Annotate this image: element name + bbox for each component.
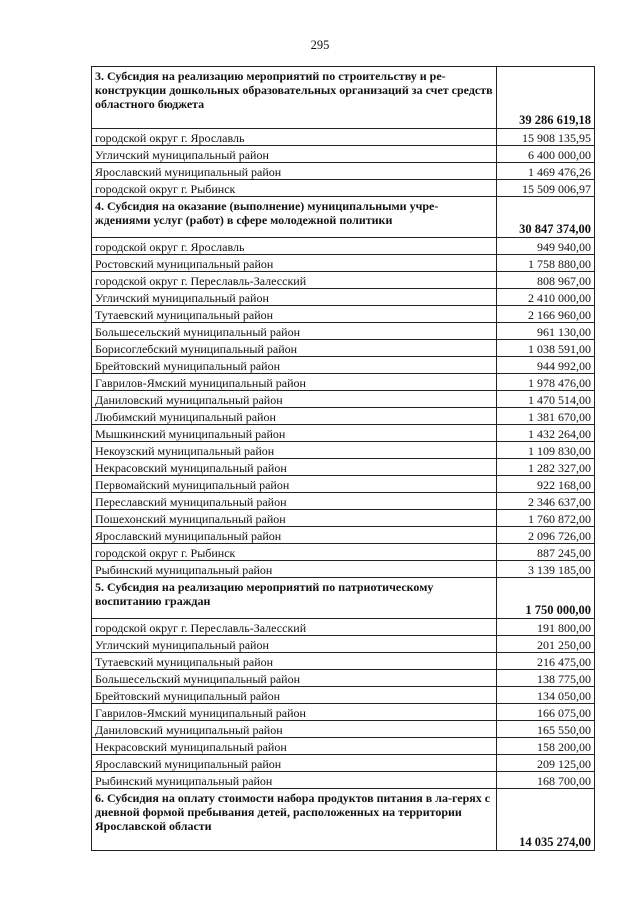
recipient-name: Ярославский муниципальный район: [92, 755, 497, 772]
recipient-name: городской округ г. Переславль-Залесский: [92, 272, 497, 289]
subsidy-amount: 15 908 135,95: [497, 129, 595, 146]
section-total: 30 847 374,00: [497, 197, 595, 238]
table-row: [92, 146, 595, 163]
subsidy-amount: 15 509 006,97: [497, 180, 595, 197]
recipient-name: городской округ г. Рыбинск: [92, 544, 497, 561]
recipient-name: Большесельский муниципальный район: [92, 323, 497, 340]
recipient-name: Рыбинский муниципальный район: [92, 772, 497, 789]
section-header: [92, 789, 595, 851]
table-row: [92, 544, 595, 561]
subsidy-amount: 165 550,00: [497, 721, 595, 738]
table-row: [92, 374, 595, 391]
recipient-name: Переславский муниципальный район: [92, 493, 497, 510]
recipient-name: Некрасовский муниципальный район: [92, 738, 497, 755]
table-row: [92, 619, 595, 636]
table-row: [92, 357, 595, 374]
subsidy-amount: 1 432 264,00: [497, 425, 595, 442]
recipient-name: Борисоглебский муниципальный район: [92, 340, 497, 357]
subsidy-amount: 2 166 960,00: [497, 306, 595, 323]
table-row: [92, 738, 595, 755]
table-row: [92, 721, 595, 738]
table-row: [92, 306, 595, 323]
table-row: [92, 704, 595, 721]
subsidy-amount: 1 109 830,00: [497, 442, 595, 459]
recipient-name: Гаврилов-Ямский муниципальный район: [92, 704, 497, 721]
recipient-name: Ростовский муниципальный район: [92, 255, 497, 272]
section-header: [92, 67, 595, 129]
subsidy-amount: 1 038 591,00: [497, 340, 595, 357]
subsidy-amount: 1 758 880,00: [497, 255, 595, 272]
table-row: [92, 527, 595, 544]
table-row: [92, 163, 595, 180]
recipient-name: Угличский муниципальный район: [92, 146, 497, 163]
section-title: 3. Субсидия на реализацию мероприятий по строительству и ре-конструкции дошкольных образовательных организаций за счет средств областного бюджета: [92, 67, 497, 129]
recipient-name: Пошехонский муниципальный район: [92, 510, 497, 527]
table-row: [92, 772, 595, 789]
recipient-name: Угличский муниципальный район: [92, 636, 497, 653]
subsidy-amount: 216 475,00: [497, 653, 595, 670]
table-row: [92, 129, 595, 146]
subsidy-amount: 134 050,00: [497, 687, 595, 704]
table-row: [92, 391, 595, 408]
recipient-name: Гаврилов-Ямский муниципальный район: [92, 374, 497, 391]
section-total: 39 286 619,18: [497, 67, 595, 129]
table-row: [92, 653, 595, 670]
table-row: [92, 323, 595, 340]
subsidy-amount: 1 469 476,26: [497, 163, 595, 180]
recipient-name: городской округ г. Рыбинск: [92, 180, 497, 197]
table-row: [92, 459, 595, 476]
recipient-name: Брейтовский муниципальный район: [92, 357, 497, 374]
subsidy-amount: 1 760 872,00: [497, 510, 595, 527]
subsidy-amount: 1 282 327,00: [497, 459, 595, 476]
section-header: [92, 578, 595, 619]
recipient-name: Брейтовский муниципальный район: [92, 687, 497, 704]
subsidy-amount: 808 967,00: [497, 272, 595, 289]
page-number: 295: [310, 38, 330, 52]
recipient-name: Мышкинский муниципальный район: [92, 425, 497, 442]
recipient-name: Даниловский муниципальный район: [92, 721, 497, 738]
table-row: [92, 425, 595, 442]
recipient-name: Угличский муниципальный район: [92, 289, 497, 306]
subsidy-amount: 944 992,00: [497, 357, 595, 374]
recipient-name: городской округ г. Ярославль: [92, 238, 497, 255]
subsidy-amount: 1 978 476,00: [497, 374, 595, 391]
recipient-name: Ярославский муниципальный район: [92, 527, 497, 544]
recipient-name: Большесельский муниципальный район: [92, 670, 497, 687]
table-row: [92, 408, 595, 425]
section-title: 6. Субсидия на оплату стоимости набора продуктов питания в ла-герях с дневной формой пребывания детей, расположенных на территории Ярославской области: [92, 789, 497, 851]
table-row: [92, 238, 595, 255]
subsidy-amount: 158 200,00: [497, 738, 595, 755]
table-row: [92, 340, 595, 357]
table-row: [92, 670, 595, 687]
recipient-name: Некоузский муниципальный район: [92, 442, 497, 459]
table-row: [92, 561, 595, 578]
section-title: 4. Субсидия на оказание (выполнение) муниципальными учре-ждениями услуг (работ) в сфере молодежной политики: [92, 197, 497, 238]
subsidy-amount: 201 250,00: [497, 636, 595, 653]
subsidy-amount: 2 410 000,00: [497, 289, 595, 306]
subsidy-amount: 922 168,00: [497, 476, 595, 493]
subsidy-amount: 887 245,00: [497, 544, 595, 561]
table-row: [92, 180, 595, 197]
table-row: [92, 636, 595, 653]
subsidy-amount: 138 775,00: [497, 670, 595, 687]
table-row: [92, 687, 595, 704]
recipient-name: Рыбинский муниципальный район: [92, 561, 497, 578]
recipient-name: Любимский муниципальный район: [92, 408, 497, 425]
recipient-name: городской округ г. Ярославль: [92, 129, 497, 146]
subsidy-amount: 949 940,00: [497, 238, 595, 255]
recipient-name: Некрасовский муниципальный район: [92, 459, 497, 476]
subsidy-amount: 168 700,00: [497, 772, 595, 789]
table-row: [92, 755, 595, 772]
section-total: 14 035 274,00: [497, 789, 595, 851]
table-row: [92, 476, 595, 493]
subsidy-amount: 2 346 637,00: [497, 493, 595, 510]
subsidy-amount: 2 096 726,00: [497, 527, 595, 544]
table-row: [92, 442, 595, 459]
table-row: [92, 289, 595, 306]
recipient-name: Ярославский муниципальный район: [92, 163, 497, 180]
table-row: [92, 493, 595, 510]
table-row: [92, 510, 595, 527]
table-row: [92, 272, 595, 289]
subsidy-amount: 1 381 670,00: [497, 408, 595, 425]
subsidy-amount: 166 075,00: [497, 704, 595, 721]
table-row: [92, 255, 595, 272]
recipient-name: Тутаевский муниципальный район: [92, 306, 497, 323]
section-total: 1 750 000,00: [497, 578, 595, 619]
recipient-name: Даниловский муниципальный район: [92, 391, 497, 408]
section-title: 5. Субсидия на реализацию мероприятий по патриотическому воспитанию граждан: [92, 578, 497, 619]
subsidy-amount: 191 800,00: [497, 619, 595, 636]
subsidy-amount: 1 470 514,00: [497, 391, 595, 408]
recipient-name: Первомайский муниципальный район: [92, 476, 497, 493]
recipient-name: Тутаевский муниципальный район: [92, 653, 497, 670]
subsidy-amount: 3 139 185,00: [497, 561, 595, 578]
recipient-name: городской округ г. Переславль-Залесский: [92, 619, 497, 636]
subsidy-amount: 6 400 000,00: [497, 146, 595, 163]
section-header: [92, 197, 595, 238]
subsidy-amount: 209 125,00: [497, 755, 595, 772]
subsidy-amount: 961 130,00: [497, 323, 595, 340]
subsidy-table: [91, 66, 595, 851]
